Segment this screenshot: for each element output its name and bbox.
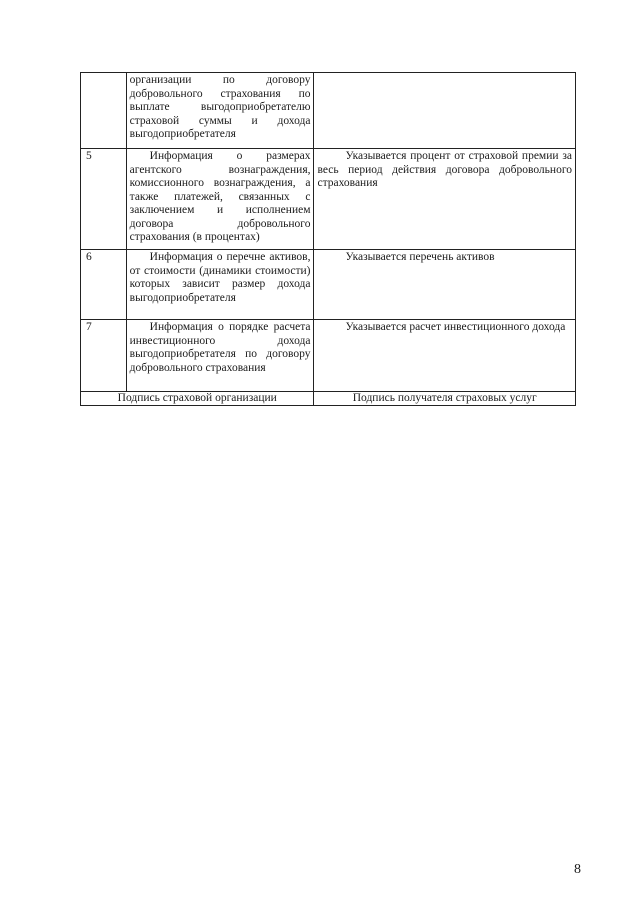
row-number-cell [81, 73, 127, 149]
description-text: Указывается перечень активов [345, 251, 495, 263]
recipient-signature-cell [314, 392, 576, 406]
table-row [81, 320, 576, 392]
description-cell [314, 149, 576, 250]
table-row [81, 73, 576, 149]
info-text: Информация о порядке расчета инвестиционного дохода выгодоприобретателя по договору добровольного страхования [129, 321, 311, 374]
page-number: 8 [574, 862, 581, 877]
info-text: Информация о размерах агентского вознаграждения, комиссионного вознаграждения, а также платежей, связанных с заключением и исполнением договора добровольного страхования (в процентах) [129, 150, 311, 243]
info-cell [126, 73, 314, 149]
info-cell [126, 250, 314, 320]
row-number: 7 [86, 321, 92, 333]
row-number: 6 [86, 251, 92, 263]
insurance-info-table [80, 72, 576, 406]
description-cell [314, 250, 576, 320]
row-number-cell [81, 149, 127, 250]
info-cell [126, 320, 314, 392]
signature-row [81, 392, 576, 406]
description-cell [314, 320, 576, 392]
description-text: Указывается расчет инвестиционного дохода [345, 321, 566, 333]
insurer-signature-cell [81, 392, 314, 406]
description-text: Указывается процент от страховой премии за весь период действия договора добровольного страхования [317, 150, 572, 189]
description-cell [314, 73, 576, 149]
insurer-signature-label: Подпись страховой организации [117, 392, 277, 404]
row-number: 5 [86, 150, 92, 162]
info-cell [126, 149, 314, 250]
table-row [81, 149, 576, 250]
recipient-signature-label: Подпись получателя страховых услуг [352, 392, 537, 404]
info-text: Информация о перечне активов, от стоимости (динамики стоимости) которых зависит размер дохода выгодоприобретателя [129, 251, 311, 304]
row-number-cell [81, 320, 127, 392]
row-number-cell [81, 250, 127, 320]
info-text: организации по договору добровольного страхования по выплате выгодоприобретателю страховой суммы и дохода выгодоприобретателя [129, 74, 311, 140]
table-row [81, 250, 576, 320]
